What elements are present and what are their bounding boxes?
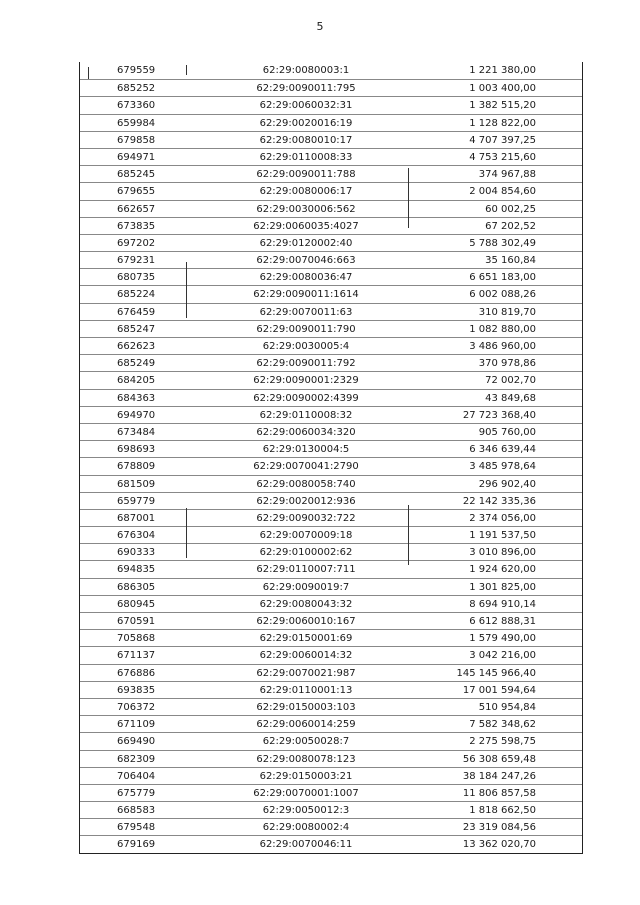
table-row <box>80 251 582 268</box>
value-cell: 5 788 302,49 <box>469 237 536 249</box>
record-id-cell: 669490 <box>117 736 156 748</box>
record-id-cell: 670591 <box>117 616 156 627</box>
records-table <box>79 62 583 854</box>
record-id-cell: 679231 <box>117 255 156 267</box>
record-id-cell: 697202 <box>117 237 156 249</box>
cadastral-number-cell: 62:29:0090011:1614 <box>253 289 359 301</box>
cadastral-number-cell: 62:29:0130004:5 <box>262 444 350 456</box>
value-cell: 370 978,86 <box>478 358 536 370</box>
cadastral-number-cell: 62:29:0050012:3 <box>262 805 350 817</box>
scan-artifact-line <box>408 505 409 565</box>
cadastral-number-cell: 62:29:0110008:32 <box>259 409 353 421</box>
cadastral-number-cell: 62:29:0080036:47 <box>259 272 353 284</box>
table-row <box>80 114 582 131</box>
table-row <box>80 578 582 595</box>
value-cell: 1 382 515,20 <box>469 100 536 112</box>
scan-artifact-line <box>186 262 187 318</box>
scan-artifact-line <box>88 67 89 79</box>
cadastral-number-cell: 62:29:0030006:562 <box>256 203 356 215</box>
table-row <box>80 440 582 457</box>
cadastral-number-cell: 62:29:0080043:32 <box>259 598 353 610</box>
cadastral-number-cell: 62:29:0070001:1007 <box>253 787 359 799</box>
cadastral-number-cell: 62:29:0110008:33 <box>259 151 353 163</box>
record-id-cell: 698693 <box>117 444 156 456</box>
value-cell: 3 042 216,00 <box>469 650 536 662</box>
table-row <box>80 543 582 560</box>
record-id-cell: 679655 <box>117 186 156 198</box>
record-id-cell: 694835 <box>117 564 156 576</box>
value-cell: 23 319 084,56 <box>462 822 536 834</box>
table-row <box>80 750 582 767</box>
cadastral-number-cell: 62:29:0080078:123 <box>256 753 356 765</box>
value-cell: 7 582 348,62 <box>469 719 536 731</box>
table-row <box>80 96 582 113</box>
value-cell: 3 486 960,00 <box>469 341 536 352</box>
table-row <box>80 131 582 148</box>
record-id-cell: 679169 <box>117 839 156 851</box>
cadastral-number-cell: 62:29:0070009:18 <box>259 530 353 542</box>
record-id-cell: 675779 <box>117 787 156 799</box>
table-row <box>80 320 582 337</box>
value-cell: 4 707 397,25 <box>469 134 536 146</box>
record-id-cell: 662657 <box>117 203 156 215</box>
table-row <box>80 475 582 492</box>
cadastral-number-cell: 62:29:0150003:21 <box>259 770 353 782</box>
value-cell: 2 275 598,75 <box>469 736 536 748</box>
value-cell: 905 760,00 <box>478 426 536 438</box>
value-cell: 2 004 854,60 <box>469 186 536 198</box>
value-cell: 1 003 400,00 <box>469 83 536 95</box>
table-row <box>80 457 582 474</box>
cadastral-number-cell: 62:29:0060035:4027 <box>253 220 359 232</box>
table-row <box>80 715 582 732</box>
record-id-cell: 680735 <box>117 272 156 284</box>
table-row <box>80 354 582 371</box>
value-cell: 35 160,84 <box>485 255 536 267</box>
record-id-cell: 659779 <box>117 495 156 507</box>
cadastral-number-cell: 62:29:0060032:31 <box>259 100 353 112</box>
cadastral-number-cell: 62:29:0090011:788 <box>256 169 356 181</box>
record-id-cell: 676304 <box>117 530 156 542</box>
record-id-cell: 679548 <box>117 822 156 834</box>
cadastral-number-cell: 62:29:0080058:740 <box>256 478 356 490</box>
record-id-cell: 690333 <box>117 547 156 559</box>
value-cell: 1 924 620,00 <box>469 564 536 576</box>
record-id-cell: 682309 <box>117 753 156 765</box>
value-cell: 510 954,84 <box>478 701 536 713</box>
record-id-cell: 684363 <box>117 392 156 404</box>
table-row <box>80 165 582 182</box>
table-row <box>80 681 582 698</box>
record-id-cell: 686305 <box>117 581 156 593</box>
cadastral-number-cell: 62:29:0110007:711 <box>256 564 356 576</box>
cadastral-number-cell: 62:29:0090001:2329 <box>253 375 359 387</box>
value-cell: 145 145 966,40 <box>456 667 536 679</box>
cadastral-number-cell: 62:29:0090019:7 <box>262 581 350 593</box>
cadastral-number-cell: 62:29:0050028:7 <box>262 736 350 748</box>
record-id-cell: 706404 <box>117 770 156 782</box>
cadastral-number-cell: 62:29:0030005:4 <box>262 341 350 352</box>
table-row <box>80 698 582 715</box>
cadastral-number-cell: 62:29:0070046:663 <box>256 255 356 267</box>
value-cell: 8 694 910,14 <box>469 598 536 610</box>
scan-artifact-line <box>186 508 187 558</box>
record-id-cell: 685245 <box>117 169 156 181</box>
value-cell: 17 001 594,64 <box>462 684 536 696</box>
value-cell: 1 221 380,00 <box>469 65 536 76</box>
record-id-cell: 679559 <box>117 65 156 76</box>
value-cell: 22 142 335,36 <box>462 495 536 507</box>
record-id-cell: 659984 <box>117 117 156 129</box>
table-row <box>80 492 582 509</box>
value-cell: 38 184 247,26 <box>462 770 536 782</box>
value-cell: 1 818 662,50 <box>469 805 536 817</box>
cadastral-number-cell: 62:29:0090032:722 <box>256 512 356 524</box>
value-cell: 43 849,68 <box>485 392 536 404</box>
cadastral-number-cell: 62:29:0090011:790 <box>256 323 356 335</box>
table-row <box>80 526 582 543</box>
record-id-cell: 673484 <box>117 426 156 438</box>
cadastral-number-cell: 62:29:0070041:2790 <box>253 461 359 473</box>
value-cell: 56 308 659,48 <box>462 753 536 765</box>
record-id-cell: 676886 <box>117 667 156 679</box>
cadastral-number-cell: 62:29:0060010:167 <box>256 616 356 627</box>
value-cell: 67 202,52 <box>485 220 536 232</box>
scan-artifact-line <box>186 65 187 75</box>
value-cell: 1 082 880,00 <box>469 323 536 335</box>
cadastral-number-cell: 62:29:0110001:13 <box>259 684 353 696</box>
table-row <box>80 406 582 423</box>
cadastral-number-cell: 62:29:0090002:4399 <box>253 392 359 404</box>
record-id-cell: 706372 <box>117 701 156 713</box>
value-cell: 60 002,25 <box>485 203 536 215</box>
record-id-cell: 668583 <box>117 805 156 817</box>
table-row <box>80 337 582 354</box>
table-row <box>80 423 582 440</box>
table-row <box>80 303 582 320</box>
table-row <box>80 285 582 302</box>
page-number: 5 <box>316 20 324 33</box>
table-row <box>80 217 582 234</box>
record-id-cell: 678809 <box>117 461 156 473</box>
record-id-cell: 662623 <box>117 341 156 352</box>
table-row <box>80 784 582 801</box>
value-cell: 6 651 183,00 <box>469 272 536 284</box>
record-id-cell: 685249 <box>117 358 156 370</box>
cadastral-number-cell: 62:29:0090011:795 <box>256 83 356 95</box>
table-row <box>80 629 582 646</box>
table-row <box>80 234 582 251</box>
cadastral-number-cell: 62:29:0090011:792 <box>256 358 356 370</box>
value-cell: 72 002,70 <box>485 375 536 387</box>
record-id-cell: 687001 <box>117 512 156 524</box>
cadastral-number-cell: 62:29:0080003:1 <box>262 65 350 76</box>
cadastral-number-cell: 62:29:0020012:936 <box>256 495 356 507</box>
value-cell: 1 301 825,00 <box>469 581 536 593</box>
cadastral-number-cell: 62:29:0060014:259 <box>256 719 356 731</box>
record-id-cell: 671109 <box>117 719 156 731</box>
table-row <box>80 595 582 612</box>
cadastral-number-cell: 62:29:0070011:63 <box>259 306 353 318</box>
table-row <box>80 801 582 818</box>
scan-artifact-line <box>408 168 409 228</box>
value-cell: 310 819,70 <box>478 306 536 318</box>
value-cell: 1 191 537,50 <box>469 530 536 542</box>
table-row <box>80 182 582 199</box>
table-row <box>80 62 582 79</box>
cadastral-number-cell: 62:29:0080010:17 <box>259 134 353 146</box>
table-row <box>80 371 582 388</box>
value-cell: 1 579 490,00 <box>469 633 536 645</box>
value-cell: 374 967,88 <box>478 169 536 181</box>
table-row <box>80 509 582 526</box>
value-cell: 13 362 020,70 <box>462 839 536 851</box>
record-id-cell: 681509 <box>117 478 156 490</box>
table-row <box>80 835 582 852</box>
cadastral-number-cell: 62:29:0060014:32 <box>259 650 353 662</box>
record-id-cell: 671137 <box>117 650 156 662</box>
value-cell: 27 723 368,40 <box>462 409 536 421</box>
record-id-cell: 685252 <box>117 83 156 95</box>
record-id-cell: 685247 <box>117 323 156 335</box>
table-row <box>80 732 582 749</box>
cadastral-number-cell: 62:29:0100002:62 <box>259 547 353 559</box>
record-id-cell: 705868 <box>117 633 156 645</box>
record-id-cell: 680945 <box>117 598 156 610</box>
value-cell: 6 612 888,31 <box>469 616 536 627</box>
table-row <box>80 664 582 681</box>
value-cell: 1 128 822,00 <box>469 117 536 129</box>
record-id-cell: 673835 <box>117 220 156 232</box>
record-id-cell: 685224 <box>117 289 156 301</box>
cadastral-number-cell: 62:29:0060034:320 <box>256 426 356 438</box>
cadastral-number-cell: 62:29:0020016:19 <box>259 117 353 129</box>
cadastral-number-cell: 62:29:0150003:103 <box>256 701 356 713</box>
cadastral-number-cell: 62:29:0070021:987 <box>256 667 356 679</box>
table-row <box>80 560 582 577</box>
record-id-cell: 694971 <box>117 151 156 163</box>
value-cell: 3 010 896,00 <box>469 547 536 559</box>
value-cell: 6 346 639,44 <box>469 444 536 456</box>
cadastral-number-cell: 62:29:0080002:4 <box>262 822 350 834</box>
table-row <box>80 818 582 835</box>
cadastral-number-cell: 62:29:0080006:17 <box>259 186 353 198</box>
record-id-cell: 694970 <box>117 409 156 421</box>
value-cell: 2 374 056,00 <box>469 512 536 524</box>
record-id-cell: 676459 <box>117 306 156 318</box>
value-cell: 11 806 857,58 <box>462 787 536 799</box>
cadastral-number-cell: 62:29:0070046:11 <box>259 839 353 851</box>
cadastral-number-cell: 62:29:0150001:69 <box>259 633 353 645</box>
cadastral-number-cell: 62:29:0120002:40 <box>259 237 353 249</box>
record-id-cell: 673360 <box>117 100 156 112</box>
record-id-cell: 684205 <box>117 375 156 387</box>
table-row <box>80 646 582 663</box>
table-row <box>80 767 582 784</box>
value-cell: 6 002 088,26 <box>469 289 536 301</box>
table-row <box>80 268 582 285</box>
table-row <box>80 79 582 96</box>
table-row <box>80 148 582 165</box>
record-id-cell: 693835 <box>117 684 156 696</box>
value-cell: 4 753 215,60 <box>469 151 536 163</box>
value-cell: 3 485 978,64 <box>469 461 536 473</box>
value-cell: 296 902,40 <box>478 478 536 490</box>
table-row <box>80 612 582 629</box>
table-row <box>80 389 582 406</box>
table-row <box>80 200 582 217</box>
record-id-cell: 679858 <box>117 134 156 146</box>
